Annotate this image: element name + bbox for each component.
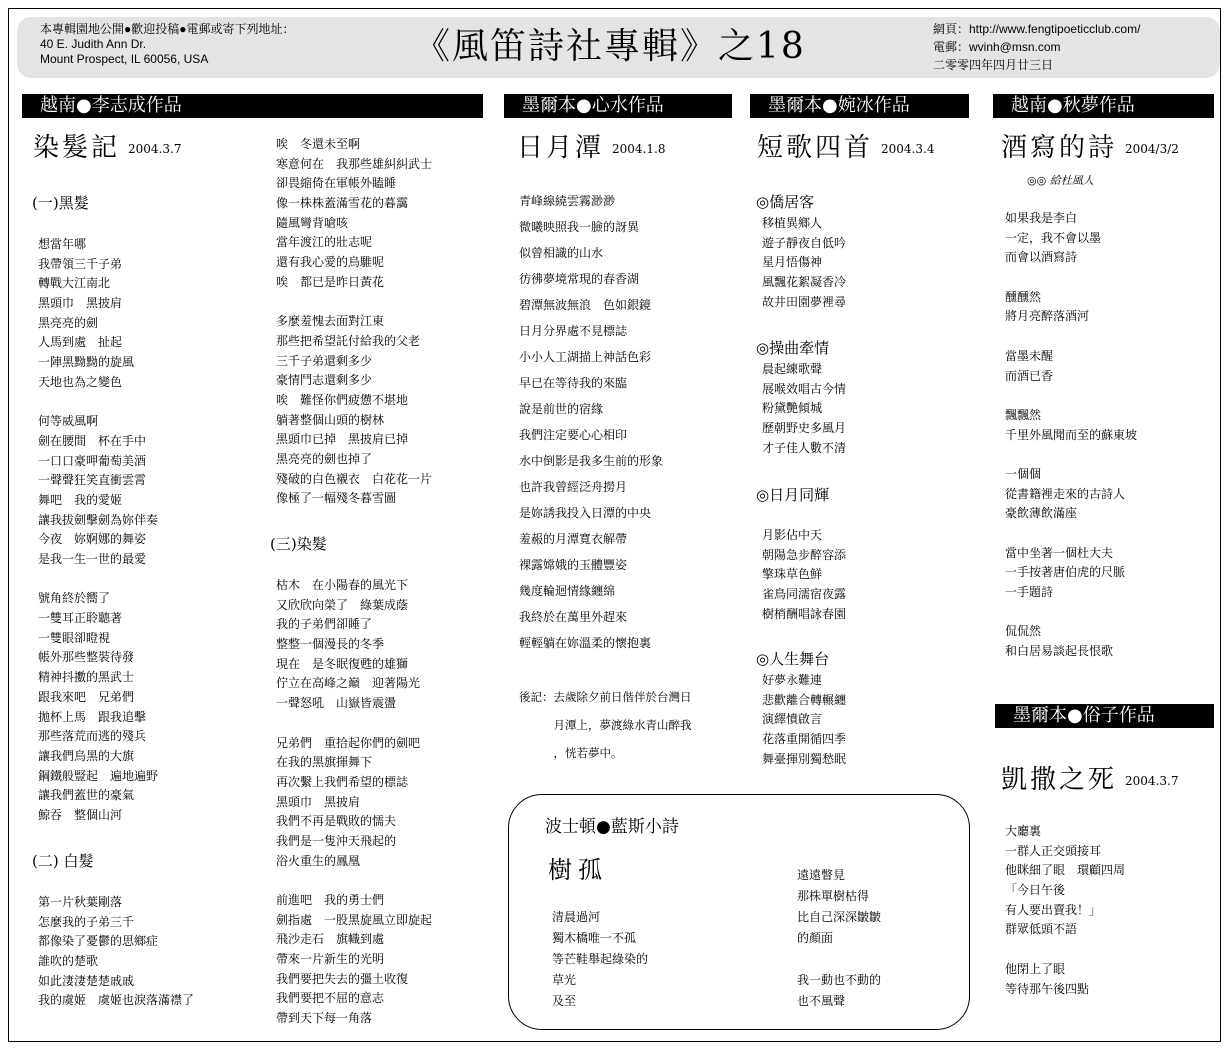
poem-line: 我一動也不動的 xyxy=(797,973,882,987)
poem-line: 當墨未醒 xyxy=(1005,348,1054,363)
website-link[interactable]: 網頁：http://www.fengtipoeticclub.com/ xyxy=(933,22,1141,36)
poem-line: 那些落荒而逃的殘兵 xyxy=(38,729,147,744)
poem-line: 再次繫上我們希望的標誌 xyxy=(276,774,409,789)
poem-line: 黑亮亮的劍 xyxy=(38,315,99,330)
poem-line: 黑頭巾已掉 黑披肩已掉 xyxy=(276,432,409,447)
poem-line: 才子佳人數不清 xyxy=(762,440,847,455)
poem-line: 精神抖擻的黑武士 xyxy=(38,670,135,685)
poem-line: 移植異鄉人 xyxy=(762,216,823,230)
section-heading: ◎人生舞台 xyxy=(756,650,830,668)
poem-line: 展喉效唱古今情 xyxy=(762,381,847,396)
poem-line xyxy=(1005,603,1137,623)
poem-line: 醺醺然 xyxy=(1005,289,1042,304)
poem-line: 青峰線繞雲霧渺渺 xyxy=(519,194,616,208)
poem-line xyxy=(1005,940,1125,960)
poem-line: 我終於在萬里外趕來 xyxy=(519,610,628,624)
poem-line: 月影佔中天 xyxy=(762,528,823,542)
poem-lines xyxy=(38,235,158,826)
poem-line: 我們是一隻沖天飛起的 xyxy=(276,833,397,848)
poem-line: 現在 是冬眠復甦的雄獅 xyxy=(276,656,409,671)
poem-line: 一聲怒吼 山嶽皆震盪 xyxy=(276,696,397,711)
poem-line: 豪情鬥志還剩多少 xyxy=(276,373,373,388)
poem-line: 「今日午後 xyxy=(1005,883,1066,898)
poem-line: 雀鳥同濡宿夜露 xyxy=(762,587,847,602)
poem-line: 鯨吞 整個山河 xyxy=(38,807,123,822)
poem-line: 獨木橋唯一不孤 xyxy=(552,931,637,945)
poem-line: 天地也為之變色 xyxy=(38,374,123,389)
poem-line: 他眯細了眼 環顧四周 xyxy=(1005,863,1126,878)
poem-line: 一陣黑黝黝的旋風 xyxy=(38,355,135,370)
poem-line: 躺著整個山頭的樹林 xyxy=(276,412,385,427)
poem-line: 擎珠草色鮮 xyxy=(762,567,823,582)
poem-line: 幾度輪迴情緣纏綿 xyxy=(519,584,616,598)
poem-line: 讓我們烏黑的大旗 xyxy=(38,748,135,763)
poem-line: 多麼羞愧去面對江東 xyxy=(276,314,385,329)
poem-line: 豪飲薄飲滿座 xyxy=(1005,506,1078,521)
poem-line: 而酒已香 xyxy=(1005,368,1054,383)
poem-line: 讓我們蓋世的豪氣 xyxy=(38,788,135,803)
poem-line: 何等威風啊 xyxy=(38,414,99,429)
poem-line: 那株單樹枯得 xyxy=(797,889,870,903)
poem-line: 如此淒淒楚楚戚戚 xyxy=(38,973,135,988)
poem-line: 都像染了憂鬱的思鄉症 xyxy=(38,934,159,949)
poem-line: 舞吧 我的愛姬 xyxy=(38,492,123,507)
poem-lines xyxy=(276,135,432,509)
poem-line: 好夢永難連 xyxy=(762,673,823,687)
poem-title-text: 染髮記 xyxy=(33,133,121,163)
poem-lines xyxy=(762,360,846,458)
poem-lines xyxy=(762,671,846,769)
poem-line: 清晨過河 xyxy=(552,910,601,924)
poem-line: 等待那午後四點 xyxy=(1005,981,1090,996)
poem-line: 晨起練歌聲 xyxy=(762,362,823,376)
poem-line: 號角終於嚮了 xyxy=(38,591,111,606)
poem-line: 我們要把不屈的意志 xyxy=(276,991,385,1006)
poem-line: 還有我心愛的烏騅呢 xyxy=(276,255,385,270)
poem-date: 2004.1.8 xyxy=(612,142,666,156)
poem-line: 及至 xyxy=(552,994,577,1008)
poem-line: 怎麼我的子弟三千 xyxy=(38,914,135,929)
author-bar-li: 越南●李志成作品 xyxy=(22,94,483,118)
author-bar-suzi: 墨爾本●俗子作品 xyxy=(995,704,1214,728)
poem-date: 2004/3/2 xyxy=(1125,142,1179,156)
poem-line: 從書籍裡走來的古詩人 xyxy=(1005,486,1126,501)
poem-line: 唉 難怪你們疲憊不堪地 xyxy=(276,392,409,407)
poem-line: 大廳裏 xyxy=(1005,824,1042,838)
poem-line: 水中倒影是我多生前的形象 xyxy=(519,454,664,468)
poem-line: 和白居易談起長恨歌 xyxy=(1005,644,1114,659)
issue-title: 《風笛詩社專輯》之18 xyxy=(414,26,806,67)
poem-line xyxy=(38,570,158,590)
postscript-line: ，恍若夢中。 xyxy=(519,746,623,760)
poem-line: 殘破的白色襯衣 白花花一片 xyxy=(276,471,433,486)
poem-line: 悲歡離合轉輾纏 xyxy=(762,692,847,707)
poem-line: 帶到天下每一角落 xyxy=(276,1011,373,1026)
poem-lines xyxy=(797,865,881,1012)
poem-line: 是我一生一世的最愛 xyxy=(38,552,147,566)
poem-lines xyxy=(1005,209,1137,662)
poem-line: 枯木 在小陽春的風光下 xyxy=(276,578,409,592)
poem-line: 彷彿夢境常現的春香湖 xyxy=(519,272,640,286)
poem-line: 侃侃然 xyxy=(1005,624,1042,639)
poem-line: 我們要把失去的彊土收復 xyxy=(276,971,409,986)
contact-info xyxy=(933,20,1140,74)
poem-line xyxy=(276,871,432,891)
poem-line: 我們不再是戰敗的懦夫 xyxy=(276,814,397,829)
poem-line: 在我的黑旗揮舞下 xyxy=(276,755,373,770)
poem-line: 黑頭巾 黑披肩 xyxy=(38,296,123,311)
poem-line: 遊子靜夜自低吟 xyxy=(762,235,847,250)
poem-line: 也不風聲 xyxy=(797,994,846,1008)
poem-line: 帶來一片新生的光明 xyxy=(276,952,385,967)
poem-line: 歷朝野史多風月 xyxy=(762,421,847,436)
poem-line: 演繹憤啟言 xyxy=(762,712,823,727)
poem-line: 有人要出賣我！」 xyxy=(1005,902,1102,917)
poem-line: 一手按著唐伯虎的尺脈 xyxy=(1005,565,1126,580)
section-heading: ◎操曲牽情 xyxy=(756,339,830,357)
poem-line: 一定，我不會以墨 xyxy=(1005,230,1102,245)
address-line-2: Mount Prospect, IL 60056, USA xyxy=(40,52,209,66)
section-white-hair: (二) 白髮 xyxy=(32,852,94,870)
poem-line: 飛沙走石 旗幟到處 xyxy=(276,932,385,947)
poem-title-hair-dye xyxy=(33,133,181,164)
poem-title-caesar-death xyxy=(1001,765,1178,796)
author-bar-qiumeng: 越南●秋夢作品 xyxy=(993,94,1214,118)
poem-line: 人馬到處 扯起 xyxy=(38,335,123,350)
poem-line: 日月分界處不見標誌 xyxy=(519,324,628,338)
poem-line: 黑頭巾 黑披肩 xyxy=(276,794,361,809)
poem-date: 2004.3.7 xyxy=(1125,774,1179,788)
poem-line: 轉戰大江南北 xyxy=(38,276,111,291)
poem-line: 卻畏縮倚在軍帳外瞌睡 xyxy=(276,176,397,191)
poem-line: 如果我是李白 xyxy=(1005,211,1078,225)
poem-line: 三千子弟還剩多少 xyxy=(276,353,373,368)
poem-line: 一群人正交頭接耳 xyxy=(1005,843,1102,858)
poem-line: 讓我拔劍擊劍為妳伴奏 xyxy=(38,512,159,527)
poem-line: 黑亮亮的劍也掉了 xyxy=(276,452,373,466)
poem-line: 碧潭無波無浪 色如銀鏡 xyxy=(519,298,652,312)
poem-line: 拋杯上馬 跟我追擊 xyxy=(38,709,147,724)
poem-line xyxy=(276,293,432,313)
poem-date: 2004.3.7 xyxy=(128,142,182,156)
poem-line: 浴火重生的鳳凰 xyxy=(276,853,361,868)
poem-lines xyxy=(762,526,846,624)
poem-line: 花落重開循四季 xyxy=(762,732,847,747)
poem-line: 寒意何在 我那些雄糾糾武士 xyxy=(276,156,433,171)
poem-line: 也許我曾經泛舟撈月 xyxy=(519,480,628,494)
poem-date: 2004.3.4 xyxy=(881,142,935,156)
poem-line: 是妳誘我投入日潭的中央 xyxy=(519,506,652,520)
poem-line: 他閉上了眼 xyxy=(1005,961,1066,976)
postscript-line: 月潭上，夢渡綠水青山醉我 xyxy=(519,718,692,732)
poem-line: 我的虞姬 虞姬也淚落滿襟了 xyxy=(38,993,195,1008)
poem-line: 兄弟們 重拾起你們的劍吧 xyxy=(276,735,421,750)
poem-line: 我的子弟們卻睡了 xyxy=(276,617,373,632)
poem-line: 的顏面 xyxy=(797,931,834,945)
poem-line: 唉 都已是昨日黃花 xyxy=(276,274,385,289)
section-heading: ◎日月同輝 xyxy=(756,486,830,504)
poem-line: 當中坐著一個杜大夫 xyxy=(1005,545,1114,560)
poem-line: 一雙眼卻瞪視 xyxy=(38,630,111,645)
poem-lines xyxy=(519,188,663,656)
poem-line: 一雙耳正聆聽著 xyxy=(38,611,123,626)
poem-line: 舞臺揮別獨愁眠 xyxy=(762,751,847,766)
poem-line: 那些把希望託付給我的父老 xyxy=(276,333,421,348)
postscript-note xyxy=(519,683,692,767)
poem-line xyxy=(38,393,158,413)
poem-line xyxy=(276,714,432,734)
poem-line: 飄飄然 xyxy=(1005,407,1042,422)
poem-line: 帳外那些整裝待發 xyxy=(38,650,135,665)
author-bar-xinshui: 墨爾本●心水作品 xyxy=(504,94,732,118)
poem-title-lonely-tree: 樹孤 xyxy=(548,856,608,884)
poem-line: 誰吹的楚歌 xyxy=(38,954,99,969)
issue-date: 二零零四年四月廿三日 xyxy=(933,58,1054,72)
poem-line: 比自己深深皺皺 xyxy=(797,910,882,924)
poem-line: 群眾低頭不語 xyxy=(1005,922,1078,937)
poem-lines xyxy=(552,907,648,1012)
poem-line: 等芒鞋舉起綠染的 xyxy=(552,952,649,966)
poem-line: 我們注定要心心相印 xyxy=(519,428,628,442)
poem-line: 粉黛艷傾城 xyxy=(762,401,823,416)
poem-title-wine-poem xyxy=(1001,133,1179,164)
poem-line: 一個個 xyxy=(1005,466,1042,481)
poem-line: 劍指處 一股黑旋風立即旋起 xyxy=(276,912,433,927)
submission-info xyxy=(40,22,295,67)
poem-lines xyxy=(1005,822,1125,999)
poem-line: 想當年哪 xyxy=(38,237,87,251)
poem-title-four-songs xyxy=(757,133,934,164)
poem-line: 唉 冬還未至啊 xyxy=(276,137,361,151)
poem-line xyxy=(1005,268,1137,288)
poem-line: 像極了一幅殘冬暮雪圖 xyxy=(276,491,397,506)
section-heading: ◎僑居客 xyxy=(756,193,815,211)
poem-lines xyxy=(762,214,846,312)
poem-line xyxy=(1005,445,1137,465)
poem-line: 星月悟傷神 xyxy=(762,255,823,270)
postscript-line: 後記：去歲除夕前日偕伴於台灣日 xyxy=(519,690,692,704)
poem-line: 千里外風聞而至的蘇東坡 xyxy=(1005,427,1138,442)
poem-line xyxy=(1005,386,1137,406)
poem-line: 隨風彎背嗆咳 xyxy=(276,215,349,230)
poem-line xyxy=(1005,524,1137,544)
poem-line: 佇立在高峰之巔 迎著陽光 xyxy=(276,676,421,691)
poem-line: 前進吧 我的勇士們 xyxy=(276,893,385,907)
poem-line: 遠遠瞥見 xyxy=(797,868,846,882)
poem-title-text: 短歌四首 xyxy=(757,133,874,163)
poem-line: 裸露嫦娥的玉體豐姿 xyxy=(519,558,628,572)
poem-line: 輕輕躺在妳溫柔的懷抱裏 xyxy=(519,636,652,650)
poem-line: 羞赧的月潭寬衣解帶 xyxy=(519,532,628,546)
poem-line: 故井田園夢裡尋 xyxy=(762,294,847,309)
email-link[interactable]: 電郵：wvinh@msn.com xyxy=(933,40,1061,54)
poem-line: 似曾相識的山水 xyxy=(519,246,604,260)
poem-line: 小小人工湖描上神話色彩 xyxy=(519,350,652,364)
address-line-1: 40 E. Judith Ann Dr. xyxy=(40,37,147,51)
poem-line: 當年渡江的壯志呢 xyxy=(276,235,373,250)
poem-line: 微曦映照我一臉的訝異 xyxy=(519,220,640,234)
poem-line: 朝陽急步醉容添 xyxy=(762,547,847,562)
poem-line: 早已在等待我的來臨 xyxy=(519,376,628,390)
poem-line: 而會以酒寫詩 xyxy=(1005,250,1078,265)
poem-line: 第一片秋葉剛落 xyxy=(38,895,123,909)
poem-title-sun-moon-lake xyxy=(517,133,665,164)
poem-line xyxy=(1005,327,1137,347)
poem-line: 將月亮醉落酒河 xyxy=(1005,309,1090,324)
poem-line: 劍在腰間 杯在手中 xyxy=(38,433,147,448)
poem-line: 一手題詩 xyxy=(1005,585,1054,600)
submission-note: 本專輯園地公開●歡迎投稿●電郵或寄下列地址： xyxy=(40,22,295,36)
poem-line: 像一株株蓋滿雪花的暮靄 xyxy=(276,196,409,211)
poem-lines xyxy=(276,576,432,1029)
poem-line: 樹梢酬唱詠春園 xyxy=(762,606,847,621)
poem-title-text: 凱撒之死 xyxy=(1001,765,1118,795)
poem-line: 整整一個漫長的冬季 xyxy=(276,637,385,652)
section-black-hair: (一)黑髮 xyxy=(32,194,89,212)
poem-line: 跟我來吧 兄弟們 xyxy=(38,689,135,704)
author-boston-lansi: 波士頓●藍斯小詩 xyxy=(545,817,679,837)
poem-line: 一聲聲狂笑直衝雲霄 xyxy=(38,473,147,488)
poem-line xyxy=(797,949,881,970)
section-dye-hair: (三)染髮 xyxy=(270,535,327,553)
poem-lines xyxy=(38,893,194,1011)
poem-title-text: 酒寫的詩 xyxy=(1001,133,1118,163)
poem-line: 草光 xyxy=(552,973,577,987)
poem-line: 風飄花絮凝香冷 xyxy=(762,275,847,290)
poem-line: 今夜 妳婀娜的舞姿 xyxy=(38,532,147,547)
poem-line: 我帶領三千子弟 xyxy=(38,256,123,271)
poem-title-text: 日月潭 xyxy=(517,133,605,163)
dedication: ◎◎ 給杜風人 xyxy=(1027,174,1094,187)
poem-line: 說是前世的宿緣 xyxy=(519,402,604,416)
poem-line: 一口口豪呷葡萄美酒 xyxy=(38,453,147,468)
poem-line: 又欣欣向榮了 綠葉成蔭 xyxy=(276,597,409,612)
poem-line: 鋼鐵般豎起 遍地遍野 xyxy=(38,768,159,783)
author-bar-wanbing: 墨爾本●婉冰作品 xyxy=(750,94,969,118)
